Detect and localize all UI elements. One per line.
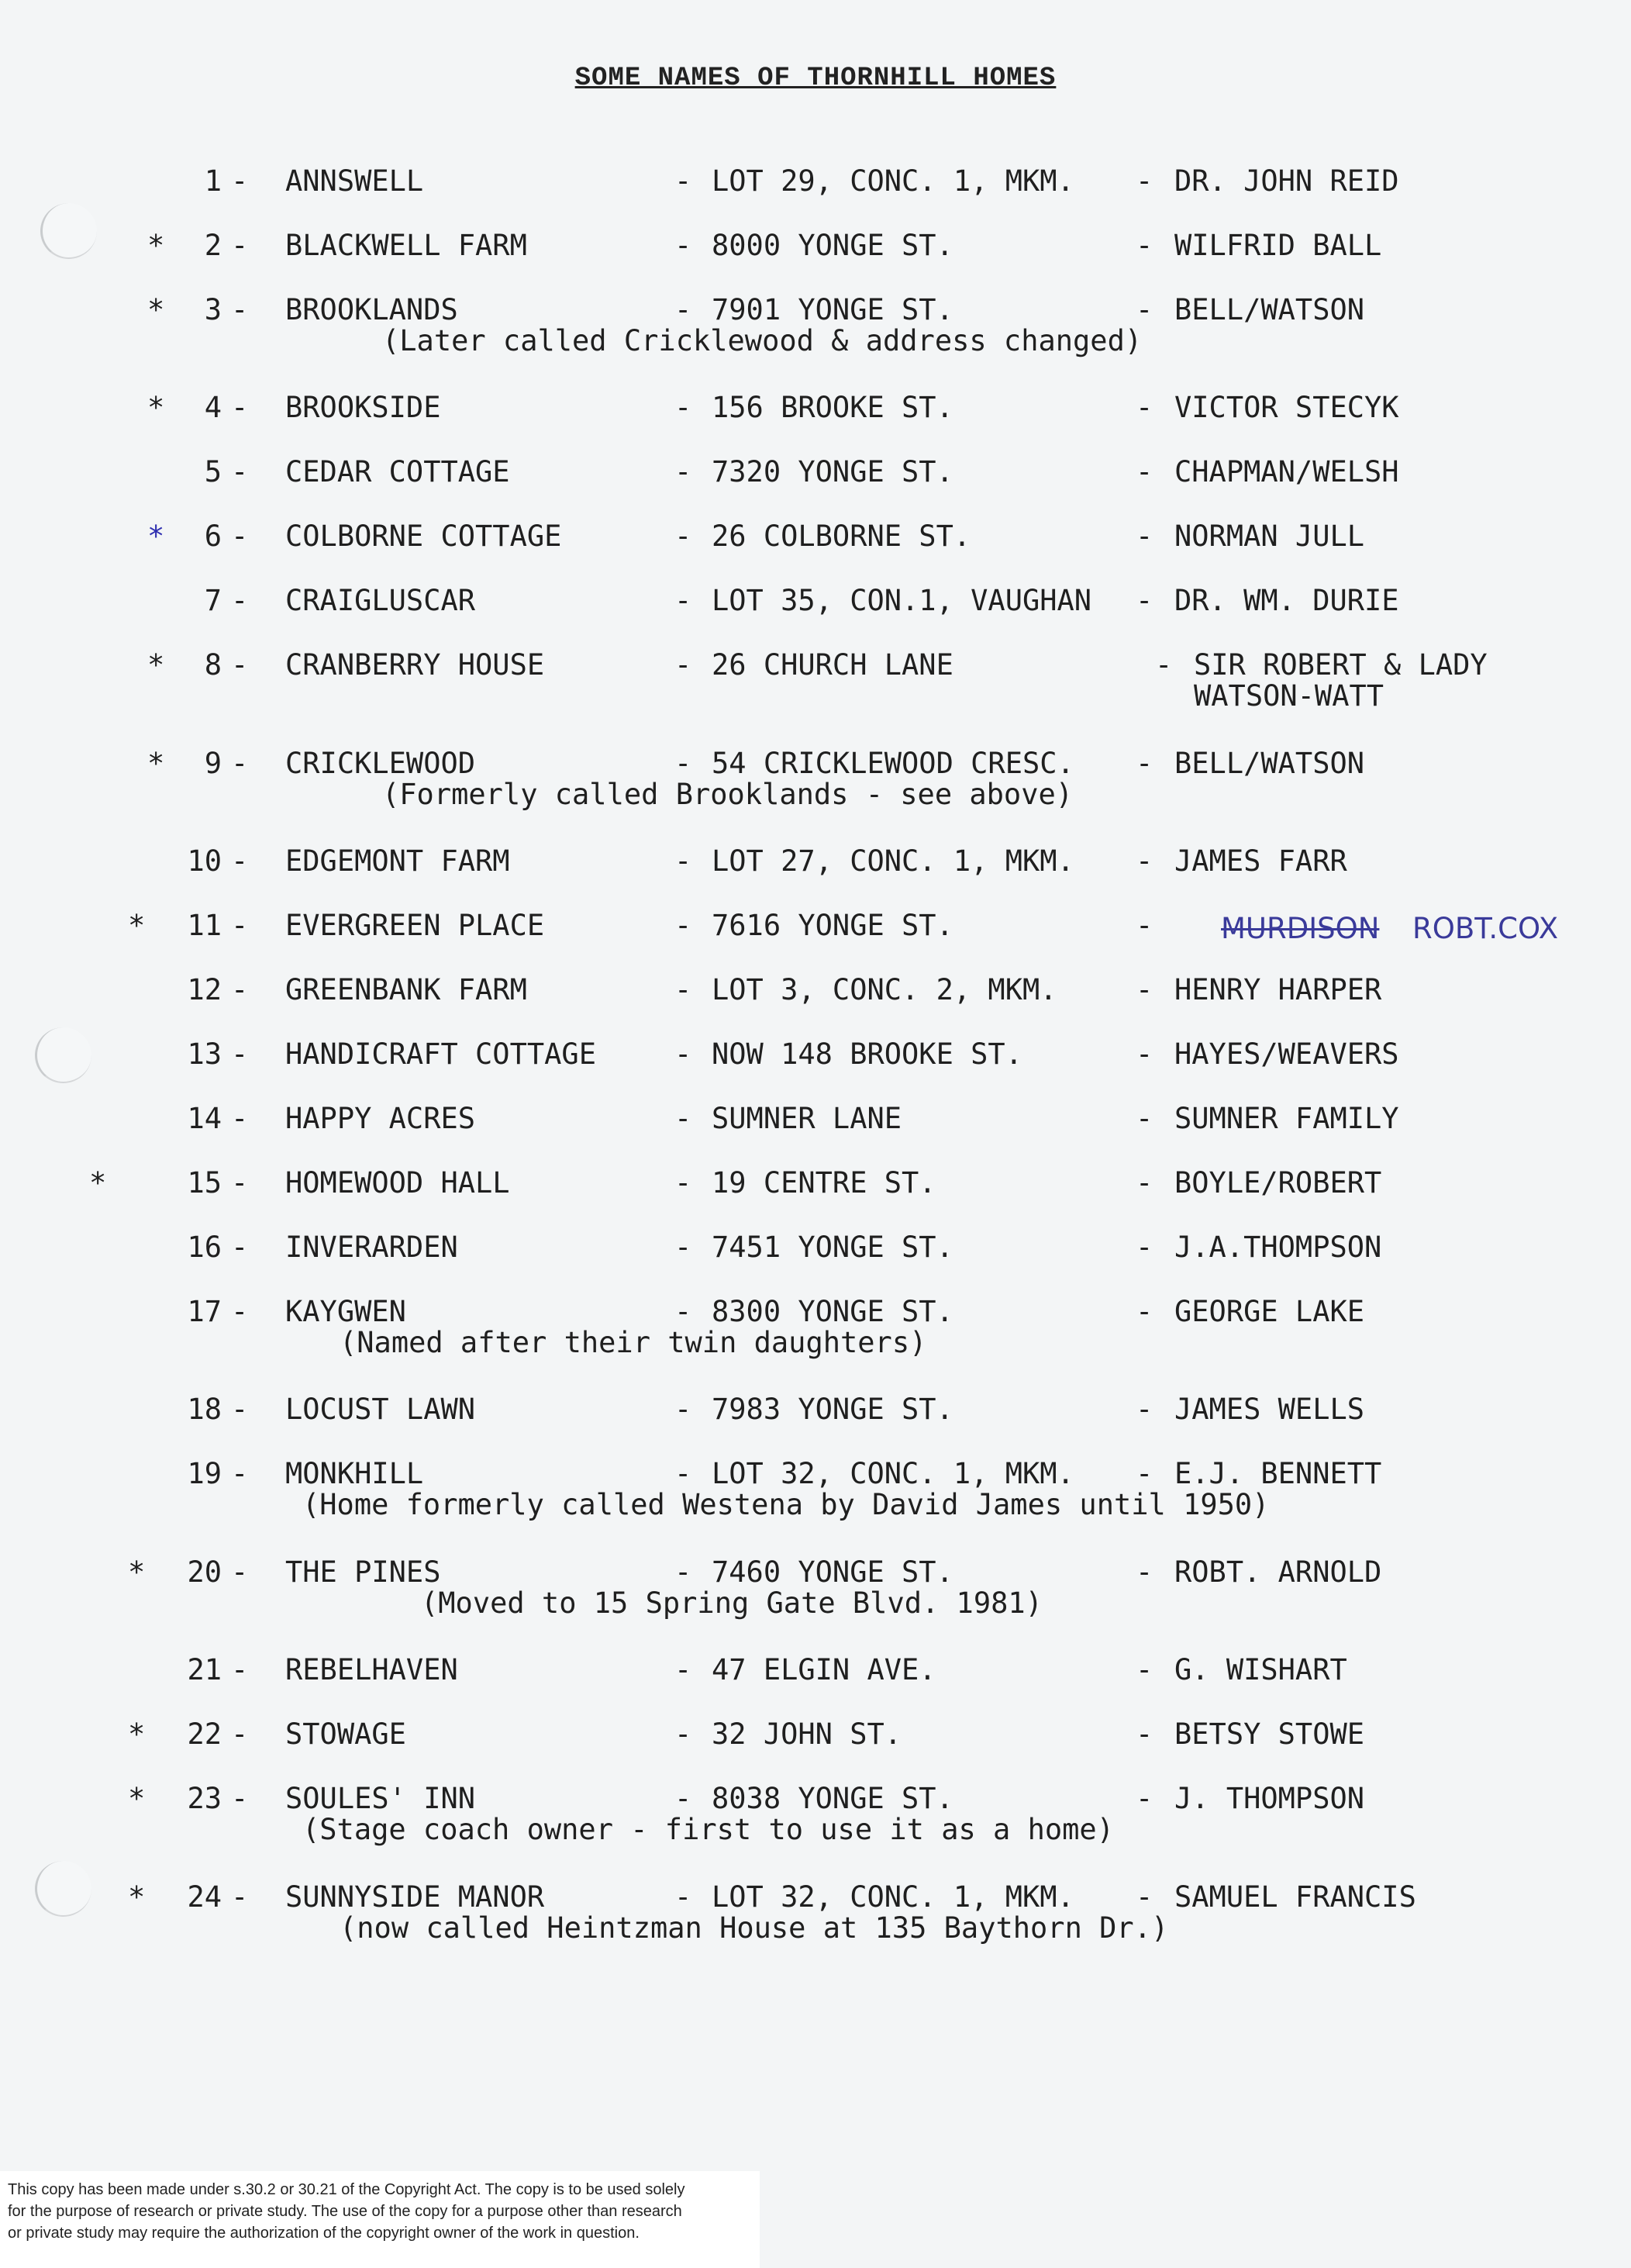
entry-number: 24	[187, 1880, 222, 1914]
home-name: HANDICRAFT COTTAGE	[285, 1037, 596, 1071]
star-mark: *	[147, 747, 165, 780]
home-owner-line2: WATSON-WATT	[1194, 679, 1384, 713]
home-address: LOT 35, CON.1, VAUGHAN	[712, 584, 1092, 617]
entry-number: 16	[187, 1231, 222, 1264]
star-mark: *	[128, 1880, 146, 1914]
entry-number: 9	[204, 747, 222, 780]
star-mark: *	[147, 293, 165, 326]
dash: -	[674, 1653, 692, 1686]
dash: -	[1136, 909, 1153, 942]
home-address: NOW 148 BROOKE ST.	[712, 1037, 1022, 1071]
entry-number: 6	[204, 520, 222, 553]
dash: -	[674, 1037, 692, 1071]
dash: -	[1136, 1231, 1153, 1264]
home-owner: DR. JOHN REID	[1174, 164, 1399, 198]
entry-number: 17	[187, 1295, 222, 1328]
dash: -	[231, 1782, 249, 1815]
dash: -	[1155, 648, 1173, 682]
dash: -	[1136, 844, 1153, 878]
dash: -	[674, 164, 692, 198]
dash: -	[1136, 1653, 1153, 1686]
home-name: SUNNYSIDE MANOR	[285, 1880, 545, 1914]
punch-hole	[35, 1027, 91, 1083]
dash: -	[1136, 1717, 1153, 1751]
list-item	[0, 1457, 1631, 1522]
dash: -	[231, 1555, 249, 1589]
dash: -	[231, 1166, 249, 1200]
dash: -	[231, 584, 249, 617]
home-name: MONKHILL	[285, 1457, 424, 1490]
home-name: BROOKLANDS	[285, 293, 458, 326]
dash: -	[231, 1037, 249, 1071]
home-name: CRICKLEWOOD	[285, 747, 476, 780]
home-note: (Later called Cricklewood & address changed)	[382, 324, 1143, 357]
entry-number: 7	[204, 584, 222, 617]
home-note: (Named after their twin daughters)	[340, 1326, 927, 1359]
dash: -	[231, 1102, 249, 1135]
home-owner: ROBT. ARNOLD	[1174, 1555, 1382, 1589]
dash: -	[1136, 1102, 1153, 1135]
list-item	[0, 1555, 1631, 1621]
dash: -	[1136, 584, 1153, 617]
list-item	[0, 1717, 1631, 1783]
dash: -	[674, 844, 692, 878]
list-item	[0, 1037, 1631, 1103]
entry-number: 18	[187, 1393, 222, 1426]
entry-number: 22	[187, 1717, 222, 1751]
dash: -	[1136, 391, 1153, 424]
star-mark: *	[147, 229, 165, 262]
page-title: SOME NAMES OF THORNHILL HOMES	[574, 64, 1057, 93]
dash: -	[674, 455, 692, 488]
home-name: BROOKSIDE	[285, 391, 441, 424]
dash: -	[674, 520, 692, 553]
list-item	[0, 293, 1631, 358]
entry-number: 4	[204, 391, 222, 424]
list-item	[0, 584, 1631, 649]
dash: -	[1136, 1880, 1153, 1914]
punch-hole	[40, 203, 97, 259]
entry-number: 15	[187, 1166, 222, 1200]
home-owner: BOYLE/ROBERT	[1174, 1166, 1382, 1200]
list-item	[0, 648, 1631, 713]
list-item	[0, 164, 1631, 230]
home-owner: JAMES FARR	[1174, 844, 1347, 878]
entry-number: 13	[187, 1037, 222, 1071]
home-owner: E.J. BENNETT	[1174, 1457, 1382, 1490]
list-item	[0, 1166, 1631, 1231]
home-address: 7460 YONGE ST.	[712, 1555, 953, 1589]
dash: -	[674, 973, 692, 1006]
home-name: COLBORNE COTTAGE	[285, 520, 562, 553]
home-owner: SIR ROBERT & LADY	[1194, 648, 1488, 682]
dash: -	[1136, 1295, 1153, 1328]
home-name: KAYGWEN	[285, 1295, 406, 1328]
star-mark: *	[147, 391, 165, 424]
dash: -	[231, 293, 249, 326]
home-owner: J.A.THOMPSON	[1174, 1231, 1382, 1264]
home-address: LOT 3, CONC. 2, MKM.	[712, 973, 1057, 1006]
list-item	[0, 1231, 1631, 1296]
copyright-notice	[0, 2171, 760, 2268]
home-owner: ROBT.COX	[1412, 912, 1559, 945]
dash: -	[1136, 1555, 1153, 1589]
home-name: BLACKWELL FARM	[285, 229, 527, 262]
dash: -	[231, 1717, 249, 1751]
list-item	[0, 229, 1631, 294]
dash: -	[1136, 973, 1153, 1006]
list-item	[0, 747, 1631, 812]
home-address: 19 CENTRE ST.	[712, 1166, 936, 1200]
home-owner: CHAPMAN/WELSH	[1174, 455, 1399, 488]
home-address: 26 COLBORNE ST.	[712, 520, 971, 553]
dash: -	[674, 909, 692, 942]
dash: -	[1136, 747, 1153, 780]
entry-number: 3	[204, 293, 222, 326]
home-note: (now called Heintzman House at 135 Baythorn Dr.)	[340, 1911, 1169, 1945]
home-name: CRANBERRY HOUSE	[285, 648, 545, 682]
notice-line: This copy has been made under s.30.2 or 30.21 of the Copyright Act. The copy is to be used solely	[8, 2181, 685, 2198]
dash: -	[674, 1880, 692, 1914]
list-item	[0, 973, 1631, 1038]
home-name: EDGEMONT FARM	[285, 844, 510, 878]
star-mark: *	[147, 648, 165, 682]
dash: -	[674, 584, 692, 617]
home-note: (Home formerly called Westena by David James until 1950)	[302, 1488, 1270, 1521]
home-name: CRAIGLUSCAR	[285, 584, 476, 617]
star-mark: *	[147, 520, 165, 553]
dash: -	[231, 1393, 249, 1426]
dash: -	[674, 391, 692, 424]
list-item	[0, 391, 1631, 456]
list-item	[0, 1393, 1631, 1458]
home-address: 26 CHURCH LANE	[712, 648, 953, 682]
home-address: 47 ELGIN AVE.	[712, 1653, 936, 1686]
home-name: STOWAGE	[285, 1717, 406, 1751]
home-owner: HENRY HARPER	[1174, 973, 1382, 1006]
dash: -	[674, 229, 692, 262]
dash: -	[1136, 455, 1153, 488]
home-note: (Formerly called Brooklands - see above)	[382, 778, 1074, 811]
entry-number: 23	[187, 1782, 222, 1815]
notice-line: or private study may require the authorization of the copyright owner of the work in question.	[8, 2225, 640, 2242]
dash: -	[1136, 164, 1153, 198]
home-owner: BETSY STOWE	[1174, 1717, 1365, 1751]
list-item	[0, 1295, 1631, 1360]
dash: -	[231, 648, 249, 682]
list-item	[0, 909, 1631, 974]
dash: -	[231, 520, 249, 553]
dash: -	[1136, 520, 1153, 553]
notice-line: for the purpose of research or private study. The use of the copy for a purpose other than research	[8, 2203, 682, 2220]
dash: -	[231, 164, 249, 198]
home-address: LOT 29, CONC. 1, MKM.	[712, 164, 1074, 198]
home-address: 32 JOHN ST.	[712, 1717, 902, 1751]
home-name: HAPPY ACRES	[285, 1102, 476, 1135]
home-address: 156 BROOKE ST.	[712, 391, 953, 424]
home-name: LOCUST LAWN	[285, 1393, 476, 1426]
home-owner: BELL/WATSON	[1174, 293, 1365, 326]
home-name: CEDAR COTTAGE	[285, 455, 510, 488]
dash: -	[1136, 1457, 1153, 1490]
entry-number: 1	[204, 164, 222, 198]
dash: -	[231, 1457, 249, 1490]
dash: -	[674, 1102, 692, 1135]
star-mark: *	[128, 1555, 146, 1589]
star-mark: *	[89, 1166, 107, 1200]
home-owner: J. THOMPSON	[1174, 1782, 1365, 1815]
home-owner: DR. WM. DURIE	[1174, 584, 1399, 617]
entry-number: 12	[187, 973, 222, 1006]
home-owner: SUMNER FAMILY	[1174, 1102, 1399, 1135]
punch-hole	[35, 1861, 91, 1917]
home-owner: NORMAN JULL	[1174, 520, 1365, 553]
dash: -	[1136, 1393, 1153, 1426]
entry-number: 20	[187, 1555, 222, 1589]
home-name: EVERGREEN PLACE	[285, 909, 545, 942]
dash: -	[231, 1295, 249, 1328]
dash: -	[1136, 1037, 1153, 1071]
home-owner: BELL/WATSON	[1174, 747, 1365, 780]
star-mark: *	[128, 1782, 146, 1815]
dash: -	[231, 391, 249, 424]
home-name: SOULES' INN	[285, 1782, 476, 1815]
entry-number: 19	[187, 1457, 222, 1490]
home-address: 54 CRICKLEWOOD CRESC.	[712, 747, 1074, 780]
star-mark: *	[128, 909, 146, 942]
home-name: ANNSWELL	[285, 164, 424, 198]
home-address: SUMNER LANE	[712, 1102, 902, 1135]
home-owner: VICTOR STECYK	[1174, 391, 1399, 424]
dash: -	[674, 747, 692, 780]
star-mark: *	[128, 1717, 146, 1751]
list-item	[0, 844, 1631, 910]
home-owner: WILFRID BALL	[1174, 229, 1382, 262]
home-address: 8300 YONGE ST.	[712, 1295, 953, 1328]
list-item	[0, 1782, 1631, 1847]
dash: -	[674, 293, 692, 326]
home-name: THE PINES	[285, 1555, 441, 1589]
dash: -	[231, 1880, 249, 1914]
dash: -	[674, 1393, 692, 1426]
dash: -	[674, 1717, 692, 1751]
entry-number: 10	[187, 844, 222, 878]
dash: -	[231, 229, 249, 262]
home-owner: G. WISHART	[1174, 1653, 1347, 1686]
dash: -	[231, 909, 249, 942]
home-owner: JAMES WELLS	[1174, 1393, 1365, 1426]
dash: -	[1136, 293, 1153, 326]
home-address: LOT 27, CONC. 1, MKM.	[712, 844, 1074, 878]
entry-number: 2	[204, 229, 222, 262]
list-item	[0, 1880, 1631, 1945]
dash: -	[231, 747, 249, 780]
dash: -	[674, 1555, 692, 1589]
entry-number: 21	[187, 1653, 222, 1686]
dash: -	[231, 973, 249, 1006]
home-note: (Stage coach owner - first to use it as a home)	[302, 1813, 1114, 1846]
home-address: 7320 YONGE ST.	[712, 455, 953, 488]
list-item	[0, 1653, 1631, 1718]
home-address: 7983 YONGE ST.	[712, 1393, 953, 1426]
dash: -	[674, 1166, 692, 1200]
home-name: REBELHAVEN	[285, 1653, 458, 1686]
home-owner: GEORGE LAKE	[1174, 1295, 1365, 1328]
home-note: (Moved to 15 Spring Gate Blvd. 1981)	[421, 1586, 1043, 1620]
home-name: HOMEWOOD HALL	[285, 1166, 510, 1200]
dash: -	[231, 844, 249, 878]
home-name: GREENBANK FARM	[285, 973, 527, 1006]
list-item	[0, 520, 1631, 585]
list-item	[0, 1102, 1631, 1167]
entry-number: 11	[187, 909, 222, 942]
home-address: 7451 YONGE ST.	[712, 1231, 953, 1264]
home-address: 7901 YONGE ST.	[712, 293, 953, 326]
dash: -	[1136, 229, 1153, 262]
dash: -	[674, 648, 692, 682]
home-address: 8000 YONGE ST.	[712, 229, 953, 262]
struck-owner: MURDISON	[1221, 912, 1380, 945]
entry-number: 8	[204, 648, 222, 682]
home-owner: HAYES/WEAVERS	[1174, 1037, 1399, 1071]
dash: -	[1136, 1782, 1153, 1815]
list-item	[0, 455, 1631, 520]
dash: -	[231, 1231, 249, 1264]
home-address: LOT 32, CONC. 1, MKM.	[712, 1457, 1074, 1490]
dash: -	[674, 1782, 692, 1815]
dash: -	[1136, 1166, 1153, 1200]
dash: -	[231, 1653, 249, 1686]
dash: -	[231, 455, 249, 488]
home-address: LOT 32, CONC. 1, MKM.	[712, 1880, 1074, 1914]
home-address: 7616 YONGE ST.	[712, 909, 953, 942]
entry-number: 14	[187, 1102, 222, 1135]
dash: -	[674, 1231, 692, 1264]
home-address: 8038 YONGE ST.	[712, 1782, 953, 1815]
dash: -	[674, 1295, 692, 1328]
home-name: INVERARDEN	[285, 1231, 458, 1264]
dash: -	[674, 1457, 692, 1490]
home-owner: SAMUEL FRANCIS	[1174, 1880, 1416, 1914]
entry-number: 5	[204, 455, 222, 488]
